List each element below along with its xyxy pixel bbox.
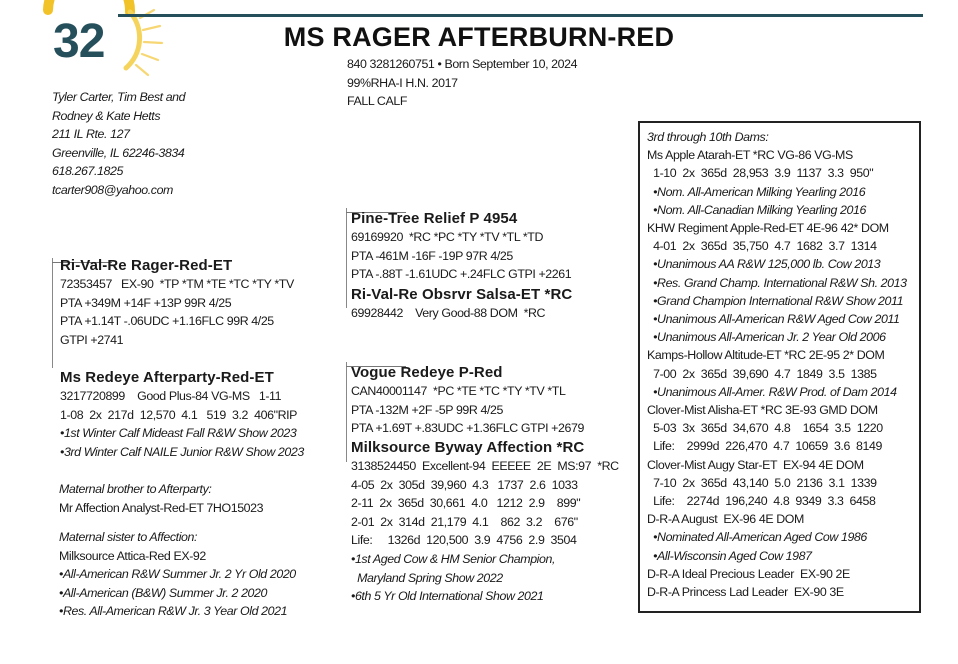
dam-record-line: Life: 2999d 226,470 4.7 10659 3.6 8149 bbox=[647, 439, 883, 454]
sire-line: PTA +1.14T -.06UDC +1.16FLC 99R 4/25 bbox=[60, 314, 274, 329]
maternal-sister-honor: •Res. All-American R&W Jr. 3 Year Old 2021 bbox=[59, 604, 288, 619]
lot-number: 32 bbox=[53, 15, 105, 68]
consignor-line: Tyler Carter, Tim Best and bbox=[52, 90, 186, 104]
sire-dam-line: 69928442 Very Good-88 DOM *RC bbox=[351, 306, 546, 320]
dam-honor-line: •Res. Grand Champ. International R&W Sh. 2013 bbox=[647, 275, 907, 290]
dam-record-line: Clover-Mist Augy Star-ET EX-94 4E DOM bbox=[647, 457, 864, 472]
consignor-block bbox=[52, 88, 185, 200]
maternal-sister-block bbox=[59, 528, 296, 621]
dams-box-content bbox=[647, 128, 907, 601]
maternal-brother-heading: Maternal brother to Afterparty: bbox=[59, 482, 212, 496]
dam-honor-line: •Grand Champion International R&W Show 2011 bbox=[647, 293, 904, 308]
dam-record-line: 5-03 3x 365d 34,670 4.8 1654 3.5 1220 bbox=[647, 421, 883, 436]
sire-line: GTPI +2741 bbox=[60, 332, 124, 347]
dam-honor-line: •Nom. All-Canadian Milking Yearling 2016 bbox=[647, 202, 866, 217]
dam-honor-line: •Nom. All-American Milking Yearling 2016 bbox=[647, 184, 866, 199]
animal-id-birth: 840 3281260751 • Born September 10, 2024 bbox=[347, 57, 578, 71]
dam-name: Ms Redeye Afterparty-Red-ET bbox=[60, 369, 274, 386]
pedigree-line bbox=[52, 258, 53, 368]
dam-record-line: Clover-Mist Alisha-ET *RC 3E-93 GMD DOM bbox=[647, 403, 878, 418]
sire-dam-name: Ri-Val-Re Obsrvr Salsa-ET *RC bbox=[351, 286, 573, 303]
dam-record-line: KHW Regiment Apple-Red-ET 4E-96 42* DOM bbox=[647, 221, 889, 236]
dam-honor: •3rd Winter Calf NAILE Junior R&W Show 2023 bbox=[60, 444, 304, 459]
dam-record-line: Life: 2274d 196,240 4.8 9349 3.3 6458 bbox=[647, 494, 876, 509]
dams-list bbox=[647, 146, 907, 601]
sire-sire-name: Pine-Tree Relief P 4954 bbox=[351, 210, 518, 227]
maternal-sister-name: Milksource Attica-Red EX-92 bbox=[59, 548, 206, 563]
dam-dam-line: Life: 1326d 120,500 3.9 4756 2.9 3504 bbox=[351, 533, 577, 548]
maternal-sister-honor: •All-American (B&W) Summer Jr. 2 2020 bbox=[59, 585, 268, 600]
consignor-line: Rodney & Kate Hetts bbox=[52, 108, 161, 123]
consignor-email: tcarter908@yahoo.com bbox=[52, 182, 173, 197]
dam-record-line: 7-00 2x 365d 39,690 4.7 1849 3.5 1385 bbox=[647, 366, 877, 381]
sire-sire-line: PTA -.88T -1.61UDC +.24FLC GTPI +2261 bbox=[351, 267, 572, 282]
dam-record-line: D-R-A Ideal Precious Leader EX-90 2E bbox=[647, 566, 850, 581]
sire-line: PTA +349M +14F +13P 99R 4/25 bbox=[60, 295, 232, 310]
dam-dam-line: 2-01 2x 314d 21,179 4.1 862 3.2 676" bbox=[351, 514, 578, 529]
maternal-brother-name: Mr Affection Analyst-Red-ET 7HO15023 bbox=[59, 500, 264, 515]
dam-dam-name: Milksource Byway Affection *RC bbox=[351, 439, 585, 456]
consignor-line: 211 IL Rte. 127 bbox=[52, 127, 130, 142]
dam-record-line: 1-10 2x 365d 28,953 3.9 1137 3.3 950" bbox=[647, 166, 874, 181]
dam-sire-line: PTA -132M +2F -5P 99R 4/25 bbox=[351, 402, 504, 417]
sire-sire-line: PTA -461M -16F -19P 97R 4/25 bbox=[351, 248, 513, 263]
dam-sire-name: Vogue Redeye P-Red bbox=[351, 364, 503, 381]
animal-info bbox=[347, 55, 577, 111]
dam-honor-line: •Unanimous All-American R&W Aged Cow 2011 bbox=[647, 312, 900, 327]
dam-record-line: D-R-A Princess Lad Leader EX-90 3E bbox=[647, 585, 844, 600]
sire-sire-block bbox=[351, 209, 571, 284]
dam-dam-honor: •1st Aged Cow & HM Senior Champion, bbox=[351, 551, 556, 566]
dam-dam-line: 4-05 2x 305d 39,960 4.3 1737 2.6 1033 bbox=[351, 477, 578, 492]
dam-record-line: 7-10 2x 365d 43,140 5.0 2136 3.1 1339 bbox=[647, 475, 877, 490]
header-rule bbox=[118, 14, 923, 17]
dam-honor-line: •Unanimous All-American Jr. 2 Year Old 2006 bbox=[647, 330, 886, 345]
animal-breed: 99%RHA-I H.N. 2017 bbox=[347, 75, 458, 90]
sire-name: Ri-Val-Re Rager-Red-ET bbox=[60, 257, 233, 274]
dam-honor-line: •All-Wisconsin Aged Cow 1987 bbox=[647, 548, 812, 563]
dam-honor: •1st Winter Calf Mideast Fall R&W Show 2023 bbox=[60, 426, 297, 441]
dam-honor-line: •Unanimous All-Amer. R&W Prod. of Dam 2014 bbox=[647, 384, 897, 399]
dam-dam-honor: •6th 5 Yr Old International Show 2021 bbox=[351, 589, 544, 604]
pedigree-line bbox=[346, 362, 347, 462]
dam-honor-line: •Unanimous AA R&W 125,000 lb. Cow 2013 bbox=[647, 257, 881, 272]
sire-sire-line: 69169920 *RC *PC *TY *TV *TL *TD bbox=[351, 230, 544, 244]
sire-dam-block bbox=[351, 285, 572, 323]
sire-block bbox=[60, 256, 294, 349]
dam-sire-block bbox=[351, 363, 584, 438]
dams-box-heading: 3rd through 10th Dams: bbox=[647, 130, 769, 144]
dam-line: 1-08 2x 217d 12,570 4.1 519 3.2 406"RIP bbox=[60, 407, 298, 422]
consignor-line: Greenville, IL 62246-3834 bbox=[52, 145, 185, 160]
dam-sire-line: CAN40001147 *PC *TE *TC *TY *TV *TL bbox=[351, 384, 566, 398]
maternal-sister-honor: •All-American R&W Summer Jr. 2 Yr Old 2020 bbox=[59, 567, 296, 582]
dam-dam-line: 3138524450 Excellent-94 EEEEE 2E MS:97 *RC bbox=[351, 459, 619, 473]
dam-record-line: 4-01 2x 365d 35,750 4.7 1682 3.7 1314 bbox=[647, 239, 877, 254]
dam-record-line: D-R-A August EX-96 4E DOM bbox=[647, 512, 804, 527]
page-title: MS RAGER AFTERBURN-RED bbox=[283, 22, 675, 52]
dam-sire-line: PTA +1.69T +.83UDC +1.36FLC GTPI +2679 bbox=[351, 421, 584, 436]
dam-line: 3217720899 Good Plus-84 VG-MS 1-11 bbox=[60, 389, 282, 403]
animal-class: FALL CALF bbox=[347, 94, 407, 109]
dam-dam-honor: Maryland Spring Show 2022 bbox=[351, 570, 503, 585]
dam-block bbox=[60, 368, 304, 461]
consignor-line: 618.267.1825 bbox=[52, 164, 123, 179]
dam-record-line: Ms Apple Atarah-ET *RC VG-86 VG-MS bbox=[647, 148, 853, 163]
dam-dam-line: 2-11 2x 365d 30,661 4.0 1212 2.9 899" bbox=[351, 496, 581, 511]
sire-line: 72353457 EX-90 *TP *TM *TE *TC *TY *TV bbox=[60, 277, 294, 291]
maternal-brother-block bbox=[59, 480, 263, 517]
dam-record-line: Kamps-Hollow Altitude-ET *RC 2E-95 2* DOM bbox=[647, 348, 885, 363]
dam-honor-line: •Nominated All-American Aged Cow 1986 bbox=[647, 530, 867, 545]
maternal-sister-heading: Maternal sister to Affection: bbox=[59, 530, 198, 544]
dam-dam-block bbox=[351, 438, 619, 606]
pedigree-line bbox=[346, 208, 347, 308]
